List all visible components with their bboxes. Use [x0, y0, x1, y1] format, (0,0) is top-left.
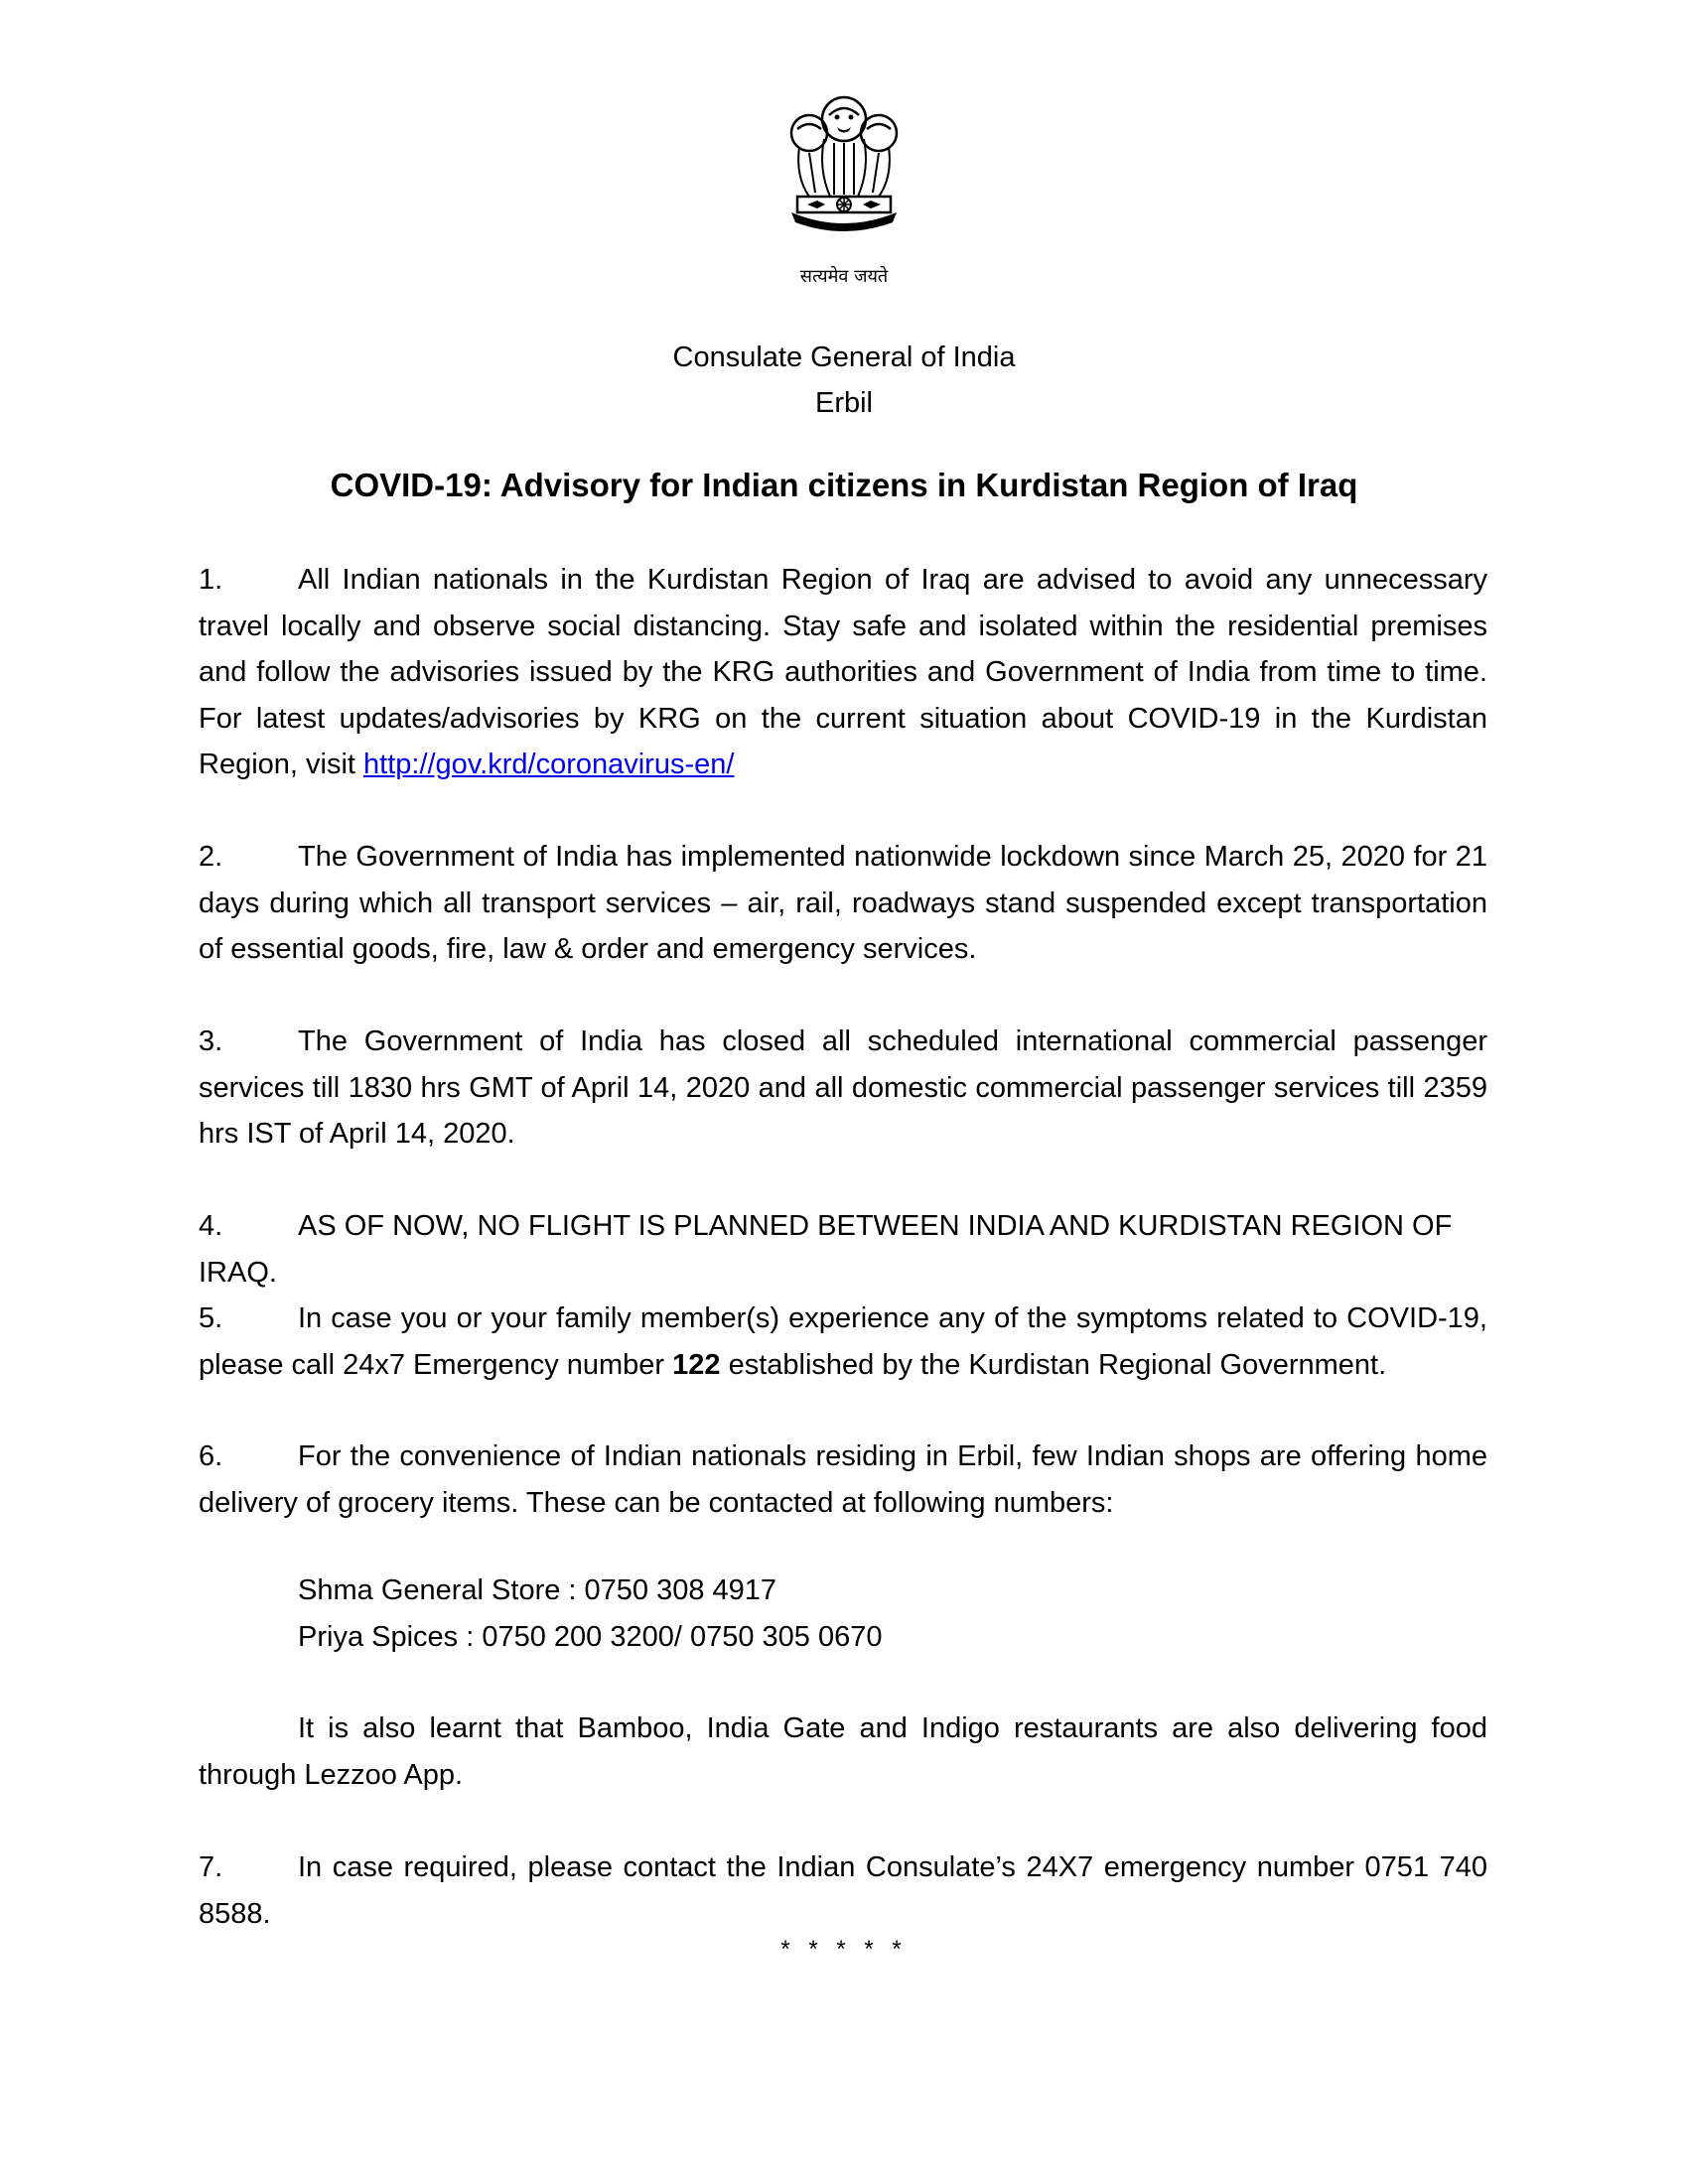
paragraph-text: All Indian nationals in the Kurdistan Region of Iraq are advised to avoid any unnecessary travel locally and observe social distancing. Stay safe and isolated within the residential premises and follow the advisories issued by the KRG authorities and Government of India from time to time. For latest updates/advisories by KRG on the current situation about COVID-19 in the Kurdistan Region, visit: [199, 564, 1487, 780]
paragraph-1: [199, 557, 1487, 788]
paragraph-text: AS OF NOW, NO FLIGHT IS PLANNED BETWEEN INDIA AND KURDISTAN REGION OF IRAQ.: [199, 1210, 1453, 1289]
national-emblem-icon: [779, 87, 909, 256]
office-name: Consulate General of India: [672, 341, 1016, 373]
paragraph-number: 6.: [199, 1440, 223, 1472]
national-emblem: [755, 87, 933, 286]
restaurant-note-text: It is also learnt that Bamboo, India Gate and Indigo restaurants are also delivering food through Lezzoo App.: [199, 1712, 1487, 1791]
paragraph-4: [199, 1203, 1487, 1296]
paragraph-number: 3.: [199, 1025, 223, 1057]
paragraph-text: The Government of India has closed all scheduled international commercial passenger services till 1830 hrs GMT of April 14, 2020 and all domestic commercial passenger services till 2359 hrs IST of April 14, 2020.: [199, 1025, 1487, 1150]
shop-contact-1: Shma General Store : 0750 308 4917: [298, 1574, 777, 1606]
paragraph-text: For the convenience of Indian nationals residing in Erbil, few Indian shops are offering home delivery of grocery items. These can be contacted at following numbers:: [199, 1440, 1487, 1519]
paragraph-text: In case required, please contact the Indian Consulate’s 24X7 emergency number 0751 740 8588.: [199, 1851, 1487, 1930]
paragraph-2: [199, 834, 1487, 973]
paragraph-number: 5.: [199, 1302, 223, 1334]
emergency-number: 122: [672, 1348, 721, 1381]
emblem-motto: सत्यमेव जयते: [799, 266, 889, 287]
shop-contacts: [199, 1568, 1487, 1660]
paragraph-number: 4.: [199, 1210, 223, 1242]
paragraph-number: 1.: [199, 564, 223, 596]
paragraph-3: [199, 1019, 1487, 1158]
paragraph-text-end: established by the Kurdistan Regional Government.: [720, 1348, 1387, 1381]
paragraph-7: [199, 1844, 1487, 1937]
paragraph-text: The Government of India has implemented nationwide lockdown since March 25, 2020 for 21 days during which all transport services – air, rail, roadways stand suspended except transportation of essential goods, fire, law & order and emergency services.: [199, 841, 1487, 965]
paragraph-5: [199, 1296, 1487, 1388]
krg-coronavirus-link[interactable]: http://gov.krd/coronavirus-en/: [363, 749, 735, 780]
paragraph-number: 2.: [199, 841, 223, 873]
restaurant-note: [199, 1706, 1487, 1798]
shop-contact-2: Priya Spices : 0750 200 3200/ 0750 305 0670: [298, 1620, 883, 1653]
paragraph-6: [199, 1433, 1487, 1526]
paragraph-number: 7.: [199, 1851, 223, 1883]
end-marker: * * * * *: [780, 1936, 908, 1963]
paragraph-text: In case you or your family member(s) experience any of the symptoms related to COVID-19, please call 24x7 Emergency number: [199, 1302, 1487, 1381]
office-city: Erbil: [814, 387, 873, 419]
document-title: COVID-19: Advisory for Indian citizens in Kurdistan Region of Iraq: [330, 467, 1358, 503]
letterhead: [0, 335, 1688, 426]
